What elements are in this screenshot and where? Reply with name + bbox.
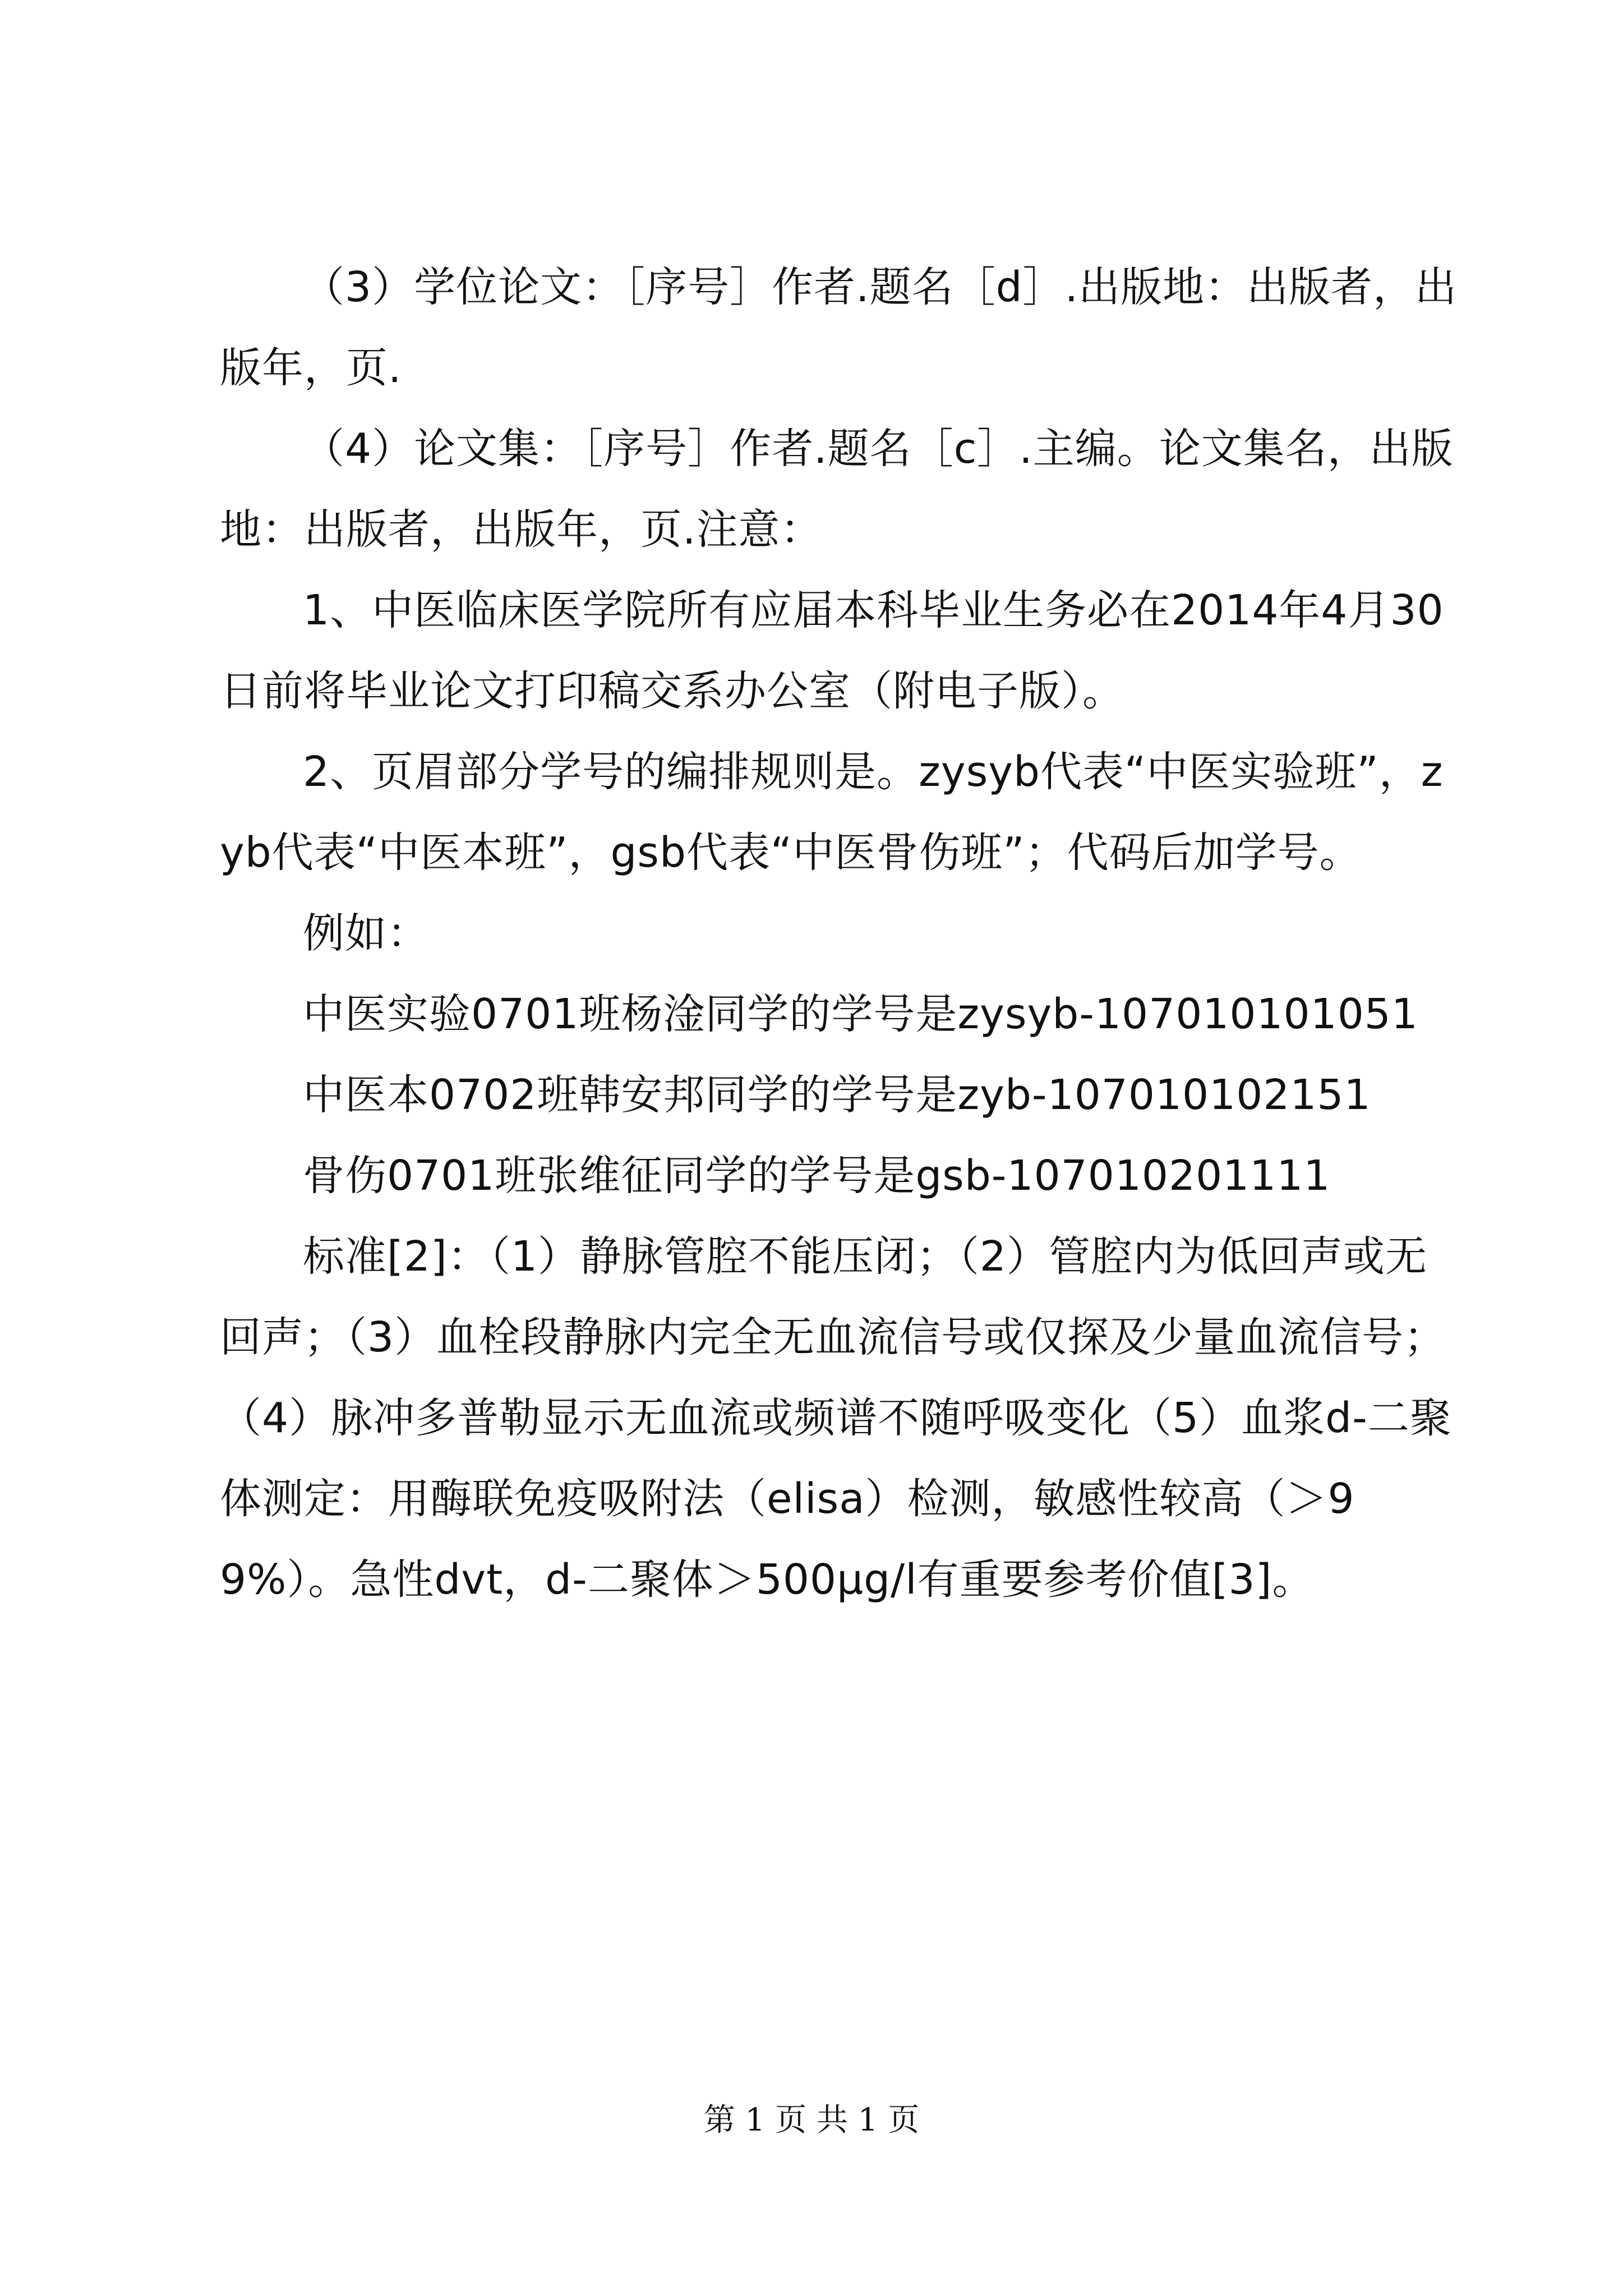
paragraph-criteria: 标准[2]：（1）静脉管腔不能压闭；（2）管腔内为低回声或无回声；（3）血栓段静脉内完全无血流信号或仅探及少量血流信号；（4）脉冲多普勒显示无血流或频谱不随呼吸变化（5）血浆d-二聚体测定：用酶联免疫吸附法（elisa）检测，敏感性较高（＞99%）。急性dvt，d-二聚体＞500μg/l有重要参考价值[3]。 — [220, 1232, 1452, 1604]
page-footer: 第 1 页 共 1 页 — [703, 2102, 920, 2138]
paragraph-collection-format: （4）论文集：［序号］作者.题名［c］.主编。论文集名，出版地：出版者，出版年，页.注意： — [220, 425, 1454, 554]
paragraph-example-2: 中医本0702班韩安邦同学的学号是zyb-107010102151 — [303, 1071, 1371, 1119]
paragraph-example-1: 中医实验0701班杨淦同学的学号是zysyb-107010101051 — [303, 990, 1418, 1038]
paragraph-note-2: 2、页眉部分学号的编排规则是。zysyb代表“中医实验班”，zyb代表“中医本班”，gsb代表“中医骨伤班”；代码后加学号。 — [220, 748, 1444, 877]
paragraph-example-heading: 例如： — [303, 909, 429, 958]
paragraph-example-3: 骨伤0701班张维征同学的学号是gsb-107010201111 — [303, 1152, 1331, 1200]
document-body — [220, 247, 1465, 1620]
paragraph-thesis-format: （3）学位论文：［序号］作者.题名［d］.出版地：出版者，出版年，页. — [220, 263, 1458, 392]
paragraph-note-1: 1、中医临床医学院所有应届本科毕业生务必在2014年4月30日前将毕业论文打印稿交系办公室（附电子版）。 — [220, 586, 1444, 715]
